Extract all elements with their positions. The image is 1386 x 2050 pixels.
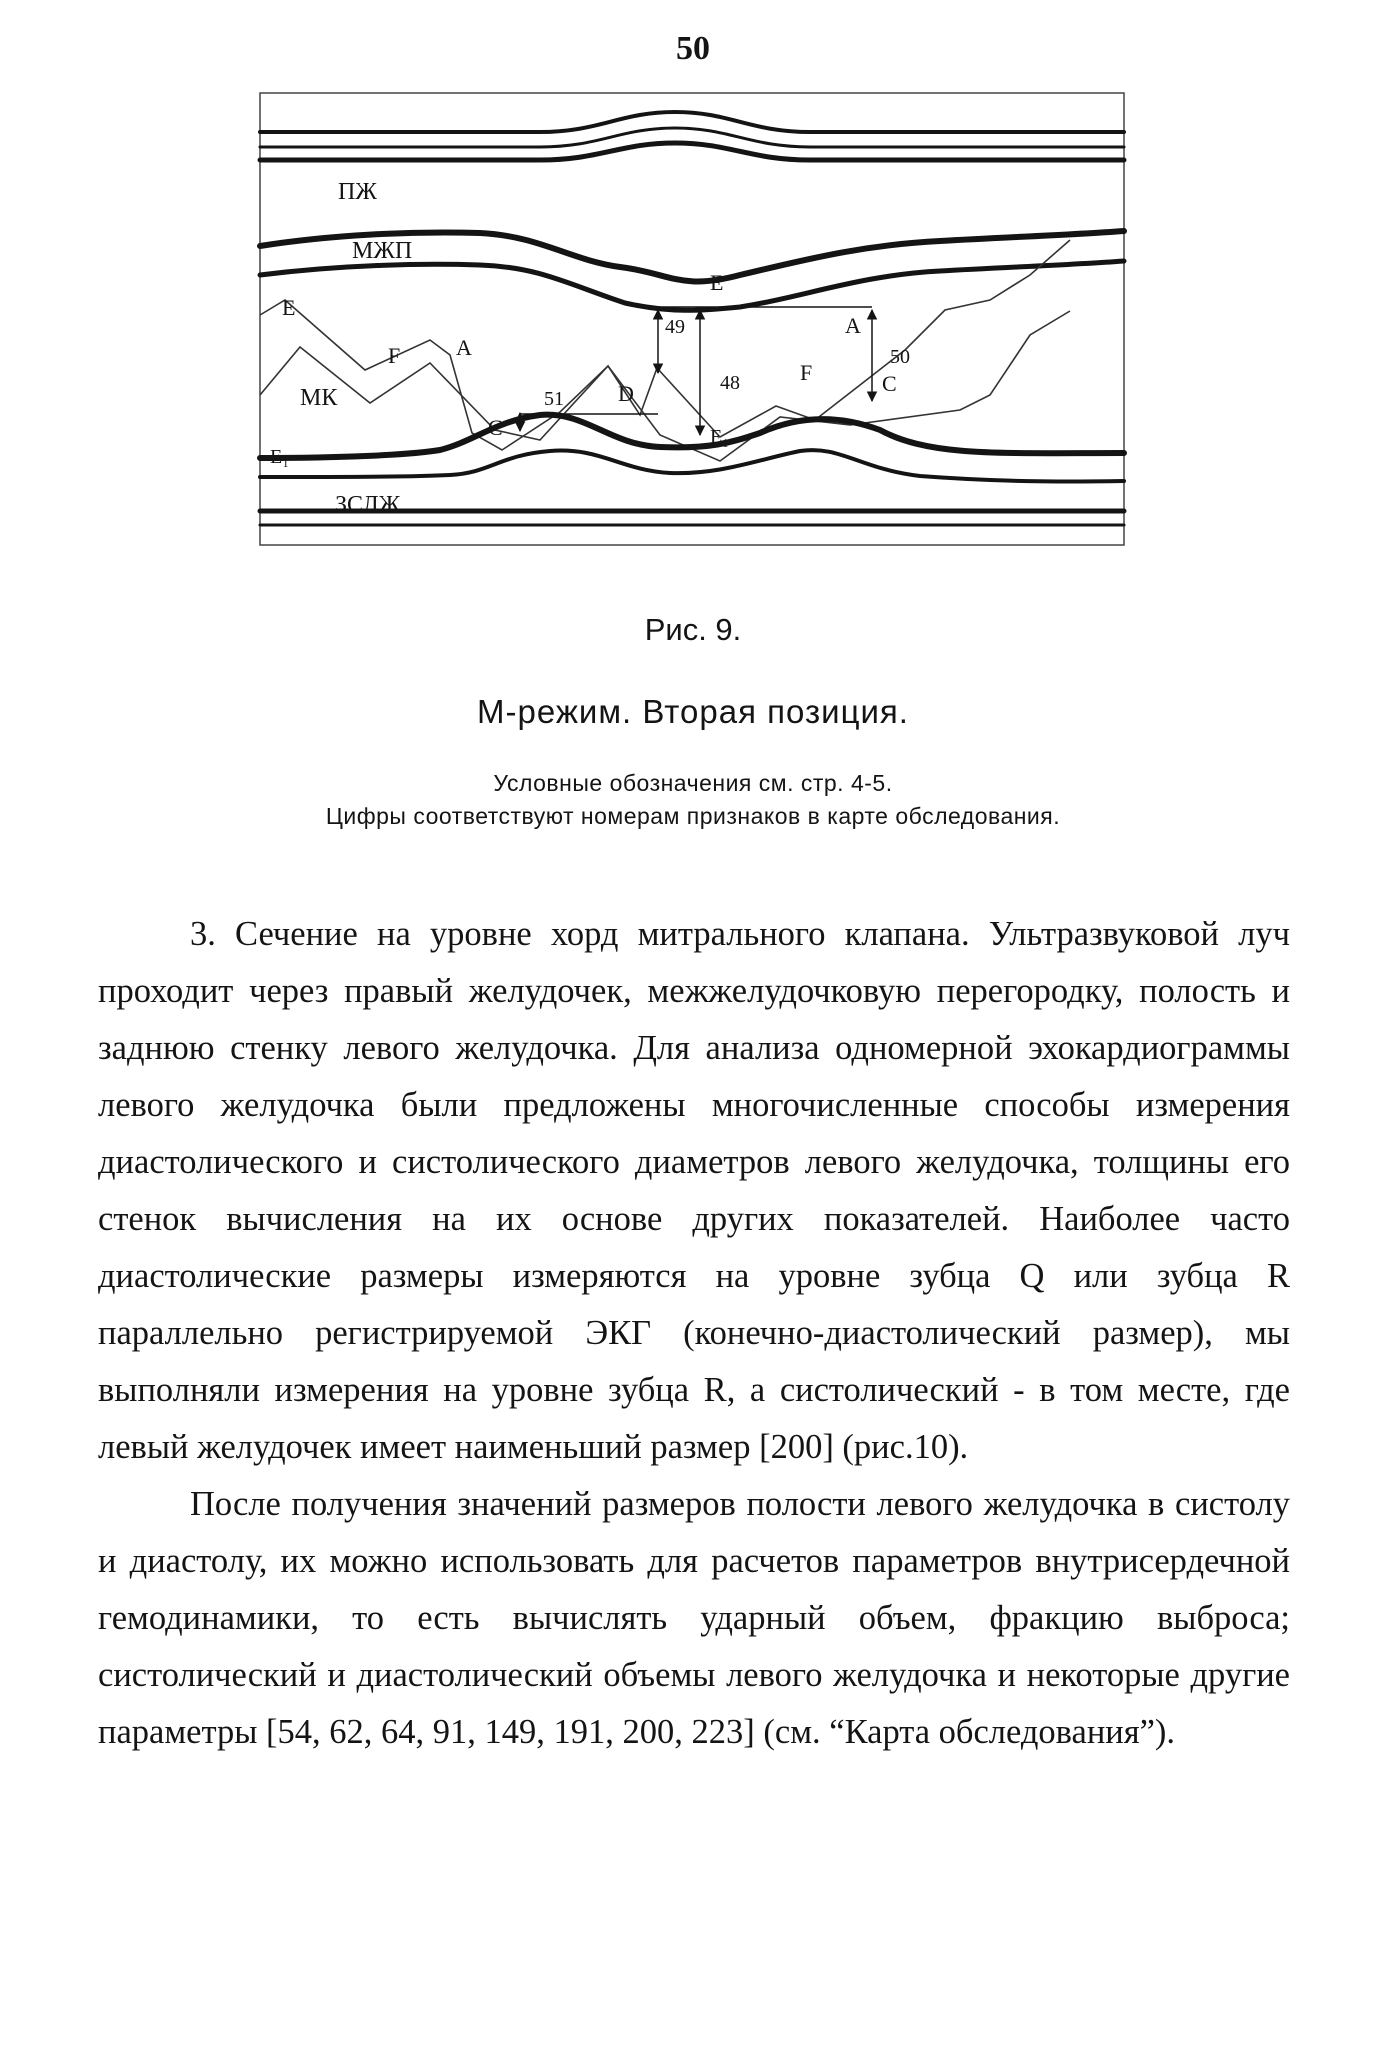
label-mzhp: МЖП bbox=[352, 238, 413, 264]
label-51: 51 bbox=[544, 388, 564, 410]
figure-note-numbers: Цифры соответствуют номерам признаков в карте обследования. bbox=[325, 803, 1061, 829]
label-zslzh: ЗСЛЖ bbox=[335, 492, 401, 518]
label-mk: МК bbox=[300, 385, 338, 411]
label-49: 49 bbox=[665, 316, 685, 338]
label-d: D bbox=[618, 381, 634, 406]
label-e-mid: E bbox=[710, 270, 724, 295]
paragraph-2: После получения значений размеров полости левого желудочка в систолу и диастолу, их можно использовать для расчетов параметров внутрисердечной гемодинамики, то есть вычислять ударный объем, фракцию выброса; систолический и диастолический объемы левого желудочка и некоторые другие параметры [54, 62, 64, 91, 149, 191, 200, 223] (см. “Карта обследования”). bbox=[98, 1485, 1290, 1751]
label-e-left: E bbox=[282, 295, 296, 320]
m-mode-diagram bbox=[240, 85, 1140, 555]
label-pzh: ПЖ bbox=[338, 179, 377, 205]
label-c-left: C bbox=[488, 415, 503, 440]
label-a-left: A bbox=[456, 335, 472, 360]
rv-anterior-wall bbox=[260, 112, 1124, 160]
label-f-right: F bbox=[800, 360, 813, 385]
label-f-left: F bbox=[388, 343, 401, 368]
figure-title: Рис. 9. bbox=[644, 612, 742, 647]
paragraph-1: 3. Сечение на уровне хорд митрального клапана. Ультразвуковой луч проходит через правый желудочек, межжелудочковую перегородку, полость и заднюю стенку левого желудочка. Для анализа одномерной эхокардиограммы левого желудочка были предложены многочисленные способы измерения диастолического и систолического диаметров левого желудочка, толщины его стенок вычисления на их основе других показателей. Наиболее часто диастолические размеры измеряются на уровне зубца Q или зубца R параллельно регистрируемой ЭКГ (конечно-диастолический размер), мы выполняли измерения на уровне зубца R, а систолический - в том месте, где левый желудочек имеет наименьший размер [200] (рис.10). bbox=[98, 915, 1290, 1466]
label-e1-mid: E₁ bbox=[710, 426, 730, 448]
label-e1-left: E₁ bbox=[270, 446, 290, 468]
label-c-right: C bbox=[882, 371, 897, 396]
figure-note-legend: Условные обозначения см. стр. 4-5. bbox=[493, 770, 893, 796]
figure-subtitle: М-режим. Вторая позиция. bbox=[477, 693, 909, 730]
label-a-right: A bbox=[845, 313, 861, 338]
page-number: 50 bbox=[676, 30, 710, 67]
label-48: 48 bbox=[720, 372, 740, 394]
body-text bbox=[98, 906, 1290, 1761]
label-50: 50 bbox=[890, 346, 910, 368]
